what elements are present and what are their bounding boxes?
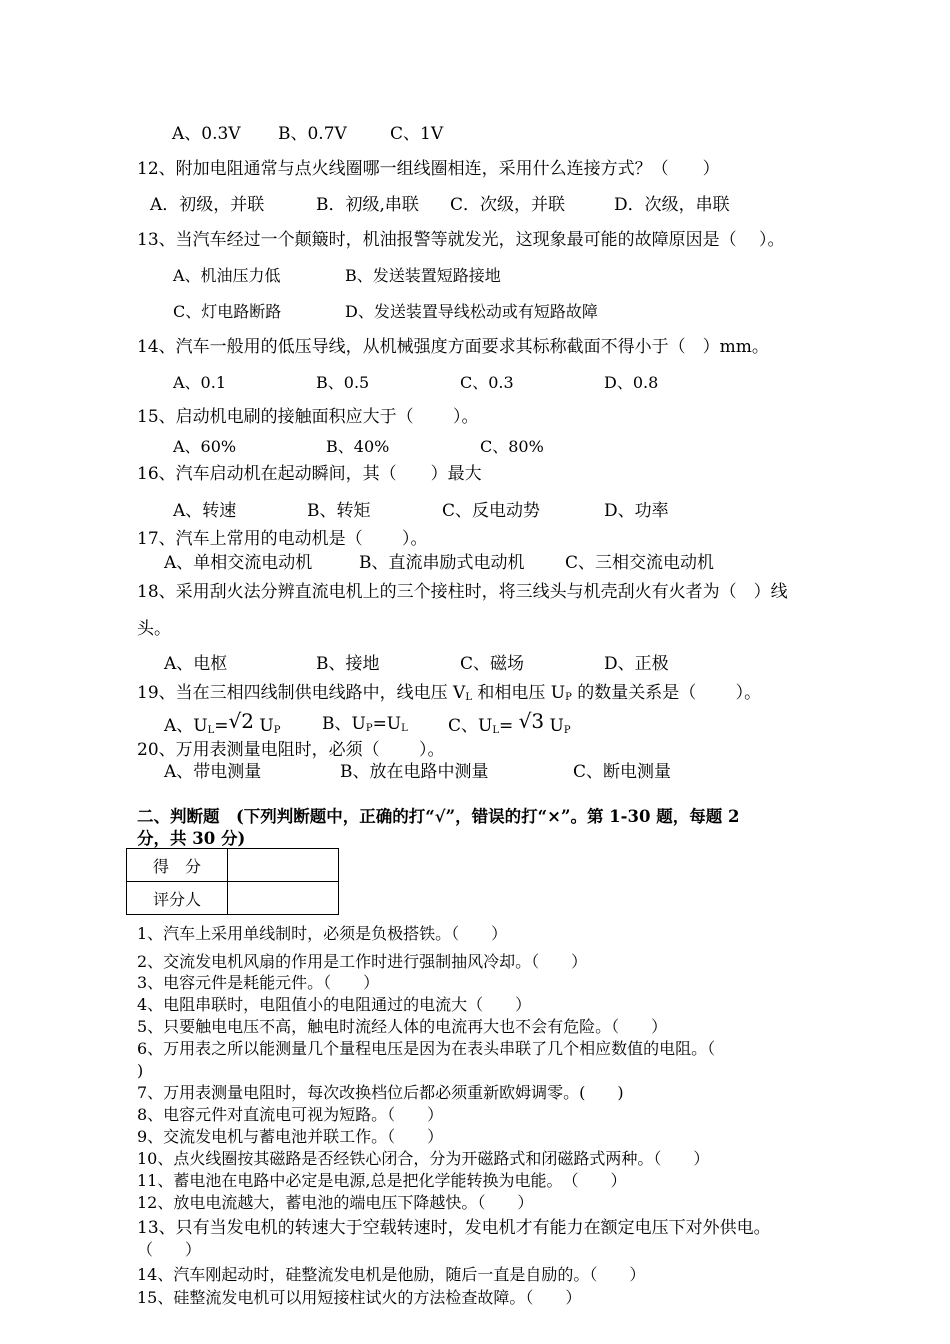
- judgment-item-11: 11、蓄电池在电路中必定是电源,总是把化学能转换为电能。 （ ）: [137, 1171, 627, 1190]
- q18-option-c: C、磁场: [460, 654, 525, 674]
- judgment-item-2: 2、交流发电机风扇的作用是工作时进行强制抽风冷却。（ ）: [137, 952, 588, 971]
- q13-question: 13、当汽车经过一个颠簸时，机油报警等就发光，这现象最可能的故障原因是（ ）。: [137, 230, 785, 250]
- q12-question: 12、附加电阻通常与点火线圈哪一组线圈相连，采用什么连接方式？（ ）: [137, 159, 720, 179]
- section-heading-judgment: 二、判断题 (下列判断题中，正确的打“√”，错误的打“×”。第 1-30 题，每题 2: [137, 807, 740, 826]
- q13-option-a: A、机油压力低: [173, 266, 281, 285]
- q14-option-a: A、0.1: [173, 373, 227, 392]
- score-label: 得 分: [127, 849, 228, 882]
- q18-question-continued: 头。: [137, 619, 171, 639]
- judgment-item-5: 5、只要触电电压不高，触电时流经人体的电流再大也不会有危险。（ ）: [137, 1017, 668, 1036]
- score-cell[interactable]: [228, 849, 339, 882]
- q15-option-c: C、80%: [480, 437, 544, 456]
- section-heading-judgment-cont: 分，共 30 分): [137, 829, 246, 848]
- q13-option-c: C、灯电路断路: [173, 302, 282, 321]
- q16-option-a: A、转速: [173, 501, 237, 521]
- q18-option-d: D、正极: [604, 654, 669, 674]
- q11-option-c: C、1V: [390, 124, 444, 144]
- score-table: [126, 848, 339, 915]
- q15-option-b: B、40%: [326, 437, 390, 456]
- judgment-item-12: 12、放电电流越大，蓄电池的端电压下降越快。（ ）: [137, 1193, 534, 1212]
- q20-option-c: C、断电测量: [573, 762, 672, 782]
- judgment-item-6-cont: ): [137, 1061, 144, 1080]
- judgment-item-3: 3、电容元件是耗能元件。（ ）: [137, 973, 380, 992]
- grader-label: 评分人: [127, 882, 228, 915]
- judgment-item-10: 10、点火线圈按其磁路是否经铁心闭合，分为开磁路式和闭磁路式两种。（ ）: [137, 1149, 710, 1168]
- grader-cell[interactable]: [228, 882, 339, 915]
- q17-question: 17、汽车上常用的电动机是（ ）。: [137, 529, 428, 549]
- q16-option-c: C、反电动势: [442, 501, 541, 521]
- judgment-item-6: 6、万用表之所以能测量几个量程电压是因为在表头串联了几个相应数值的电阻。（: [137, 1039, 716, 1058]
- q14-question: 14、汽车一般用的低压导线，从机械强度方面要求其标称截面不得小于（ ）mm。: [137, 337, 769, 357]
- sqrt-3-symbol: √3: [518, 709, 545, 733]
- q16-option-b: B、转矩: [307, 501, 371, 521]
- q14-option-c: C、0.3: [460, 373, 514, 392]
- q12-option-c: C．次级，并联: [450, 195, 566, 215]
- judgment-item-7: 7、万用表测量电阻时，每次改换档位后都必须重新欧姆调零。( ): [137, 1083, 624, 1102]
- q20-option-b: B、放在电路中测量: [340, 762, 489, 782]
- judgment-item-13: 13、只有当发电机的转速大于空载转速时，发电机才有能力在额定电压下对外供电。: [137, 1218, 771, 1238]
- q12-option-d: D．次级，串联: [614, 195, 730, 215]
- q18-option-b: B、接地: [316, 654, 380, 674]
- judgment-item-1: 1、汽车上采用单线制时，必须是负极搭铁。（ ）: [137, 924, 508, 943]
- judgment-item-9: 9、交流发电机与蓄电池并联工作。（ ）: [137, 1127, 444, 1146]
- judgment-item-15: 15、硅整流发电机可以用短接柱试火的方法检查故障。（ ）: [137, 1288, 582, 1307]
- q16-question: 16、汽车启动机在起动瞬间，其（ ）最大: [137, 464, 482, 484]
- q14-option-b: B、0.5: [316, 373, 370, 392]
- judgment-item-8: 8、电容元件对直流电可视为短路。（ ）: [137, 1105, 444, 1124]
- judgment-item-14: 14、汽车刚起动时，硅整流发电机是他励，随后一直是自励的。（ ）: [137, 1265, 646, 1284]
- q17-option-a: A、单相交流电动机: [164, 553, 313, 573]
- q17-option-c: C、三相交流电动机: [565, 553, 715, 573]
- q15-question: 15、启动机电刷的接触面积应大于（ ）。: [137, 407, 479, 427]
- q13-option-d: D、发送装置导线松动或有短路故障: [345, 302, 598, 321]
- sqrt-2-symbol: √2: [228, 709, 254, 733]
- q13-option-b: B、发送装置短路接地: [345, 266, 501, 285]
- q19-option-a: A、$U_L=√2$ $U_P$: [164, 709, 281, 736]
- judgment-item-4: 4、电阻串联时，电阻值小的电阻通过的电流大（ ）: [137, 995, 532, 1014]
- q20-option-a: A、带电测量: [164, 762, 262, 782]
- q19-option-b: B、$U_P=U_L$: [322, 714, 408, 734]
- q16-option-d: D、功率: [604, 501, 669, 521]
- q12-option-b: B．初级,串联: [316, 195, 419, 215]
- q11-option-a: A、0.3V: [172, 124, 241, 144]
- q20-question: 20、万用表测量电阻时，必须（ ）。: [137, 740, 445, 760]
- q11-option-b: B、0.7V: [278, 124, 347, 144]
- q18-question: 18、采用刮火法分辨直流电机上的三个接柱时，将三线头与机壳刮火有火者为（ ）线: [137, 582, 788, 602]
- q17-option-b: B、直流串励式电动机: [359, 553, 525, 573]
- q14-option-d: D、0.8: [604, 373, 659, 392]
- q15-option-a: A、60%: [173, 437, 237, 456]
- q19-option-c: C、$U_L= √3$ $U_P$: [448, 709, 571, 736]
- q19-question: 19、当在三相四线制供电线路中，线电压 $V_L$ 和相电压 $U_P$ 的数量关系是（ ）。: [137, 683, 762, 703]
- q12-option-a: A．初级，并联: [150, 195, 265, 215]
- q18-option-a: A、电枢: [164, 654, 228, 674]
- judgment-item-13-cont: （ ）: [137, 1240, 202, 1259]
